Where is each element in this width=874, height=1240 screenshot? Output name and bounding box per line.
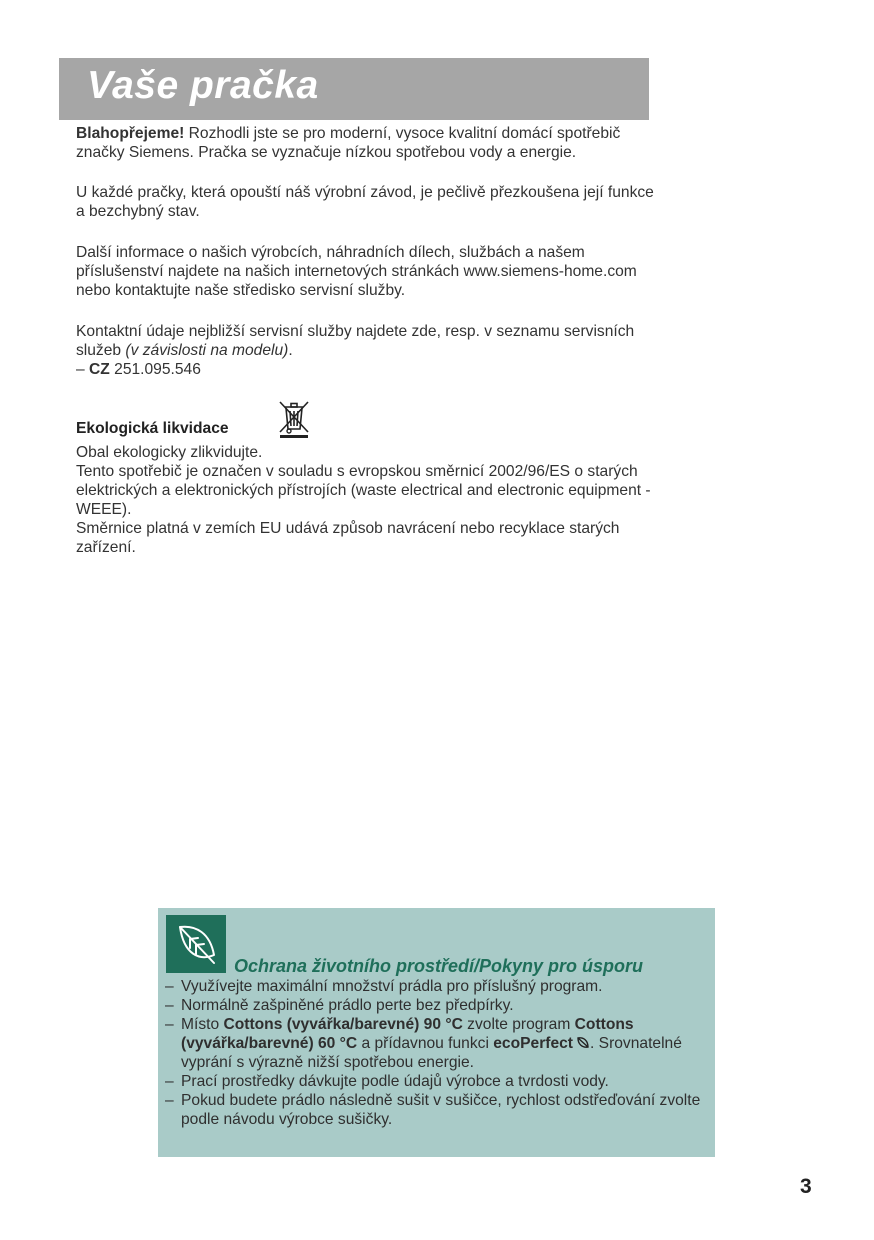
intro-paragraph — [76, 124, 656, 162]
intro-text: Rozhodli jste se pro moderní, vysoce kvalitní domácí spotřebič značky Siemens. Pračka se vyznačuje nízkou spotřebou vody a energie. — [76, 125, 621, 161]
eco-perfect-icon — [576, 1036, 590, 1049]
contact-paragraph — [76, 322, 656, 379]
eco-tip-text: Prací prostředky dávkujte podle údajů výrobce a tvrdosti vody. — [181, 1073, 609, 1090]
eco-tip-3 — [165, 1015, 710, 1072]
contact-dash: – — [76, 361, 90, 378]
eco-tip-text: Normálně zašpiněné prádlo perte bez předpírky. — [181, 997, 514, 1014]
intro-bold: Blahopřejeme! — [76, 125, 185, 142]
main-content — [76, 124, 656, 557]
eco-tip-4 — [165, 1072, 710, 1091]
title-bar — [59, 58, 649, 120]
contact-note: (v závislosti na modelu) — [125, 342, 289, 359]
eco-tip-1 — [165, 977, 710, 996]
eco-disposal-line-2: Tento spotřebič je označen v souladu s evropskou směrnicí 2002/96/ES o starých elektrických a elektronických přístrojích (waste electrical and electronic equipment - WEEE). — [76, 463, 651, 518]
eco-tip-text: . Srovnatelné vyprání s výrazně nižší spotřebou energie. — [181, 1035, 682, 1071]
program-60: Cottons (vyvářka/barevné) 60 °C — [181, 1016, 634, 1052]
crossed-out-bin-icon — [276, 398, 312, 438]
eco-tips-list — [165, 977, 710, 1129]
eco-tips-title: Ochrana životního prostředí/Pokyny pro úsporu — [234, 956, 644, 976]
eco-tip-text: Místo — [181, 1016, 224, 1033]
page-number: 3 — [800, 1175, 812, 1198]
eco-tip-text: a přídavnou funkci — [357, 1035, 494, 1052]
eco-disposal-line-3: Směrnice platná v zemích EU udává způsob navrácení nebo recyklace starých zařízení. — [76, 520, 620, 556]
check-paragraph: U každé pračky, která opouští náš výrobní závod, je pečlivě přezkoušena její funkce a bezchybný stav. — [76, 184, 654, 220]
list-dash: – — [165, 1073, 174, 1090]
eco-disposal-heading: Ekologická likvidace — [76, 420, 229, 437]
contact-country: CZ — [89, 361, 110, 378]
leaf-icon — [166, 915, 226, 973]
program-90: Cottons (vyvářka/barevné) 90 °C — [223, 1016, 463, 1033]
leaf-tile — [166, 915, 226, 973]
list-dash: – — [165, 978, 174, 995]
eco-tip-text: Využívejte maximální množství prádla pro příslušný program. — [181, 978, 603, 995]
eco-tip-2 — [165, 996, 710, 1015]
list-dash: – — [165, 997, 174, 1014]
page-title: Vaše pračka — [87, 64, 319, 107]
eco-disposal-line-1: Obal ekologicky zlikvidujte. — [76, 444, 263, 461]
info-paragraph: Další informace o našich výrobcích, náhradních dílech, službách a našem příslušenství najdete na našich internetových stránkách www.siemens-home.com nebo kontaktujte naše středisko servisní služby. — [76, 244, 637, 299]
eco-disposal-header — [76, 399, 656, 439]
list-dash: – — [165, 1092, 174, 1109]
contact-text: Kontaktní údaje nejbližší servisní služby najdete zde, resp. v seznamu servisních služeb — [76, 323, 635, 359]
contact-phone: 251.095.546 — [109, 361, 201, 378]
eco-tip-text: zvolte program — [462, 1016, 575, 1033]
eco-tip-text: Pokud budete prádlo následně sušit v sušičce, rychlost odstřeďování zvolte podle návodu výrobce sušičky. — [181, 1092, 701, 1128]
list-dash: – — [165, 1016, 174, 1033]
eco-perfect-label: ecoPerfect — [493, 1035, 573, 1052]
eco-tips-box — [158, 908, 715, 1157]
contact-period: . — [288, 342, 293, 359]
eco-tip-5 — [165, 1091, 710, 1129]
